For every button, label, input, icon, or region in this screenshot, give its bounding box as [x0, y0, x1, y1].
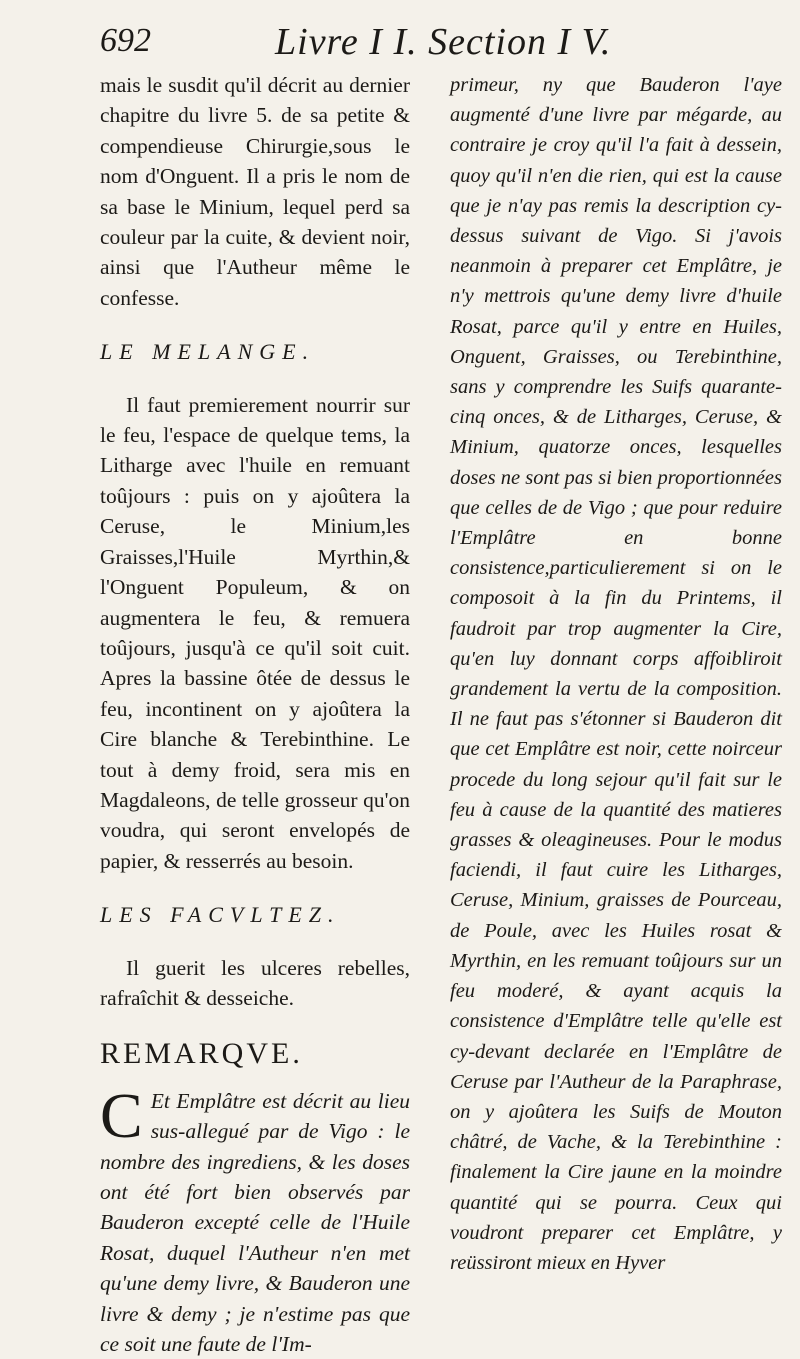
- drop-cap: C: [100, 1079, 143, 1151]
- melange-heading: LE MELANGE.: [100, 339, 316, 365]
- facultez-paragraph: Il guerit les ulceres rebelles, rafraîchit & desseiche.: [100, 955, 410, 1010]
- melange-paragraph: Il faut premierement nourrir sur le feu, l'espace de quelque tems, la Litharge avec l'huile en remuant toûjours : puis on y ajoûtera la Ceruse, le Minium,les Graisses,l'Huile Myrthin,& l'Onguent Populeum, & on augmentera le feu, & remuera toûjours, jusqu'à ce qu'il soit cuit. Apres la bassine ôtée de dessus le feu, incontinent on y ajoûtera la Cire blanche & Terebinthine. Le tout à demy froid, sera mis en Magdaleons, de telle grosseur qu'on voudra, qui seront envelopés de papier, & resserrés au besoin.: [100, 392, 410, 873]
- remarque-body: Et Emplâtre est décrit au lieu sus-allegué par de Vigo : le nombre des ingrediens, & les doses ont été fort bien observés par Bauderon excepté celle de l'Huile Rosat, duquel l'Autheur n'en met qu'une demy livre, & Bauderon une livre & demy ; je n'estime pas que ce soit une faute de l'Im-: [100, 1088, 410, 1357]
- right-column: [450, 70, 782, 1278]
- facultez-heading: LES FACVLTEZ.: [100, 902, 341, 928]
- remarque-paragraph: [100, 1079, 410, 1359]
- left-column: [100, 70, 410, 1359]
- right-column-text: primeur, ny que Bauderon l'aye augmenté d'une livre par mégarde, au contraire je croy qu'il l'a fait à dessein, quoy qu'il n'en die rien, qui est la cause que je n'ay pas remis la description cy-dessus suivant de Vigo. Si j'avois neanmoin à preparer cet Emplâtre, je n'y mettrois qu'une demy livre d'huile Rosat, parce qu'il y entre en Huiles, Onguent, Graisses, ou Terebinthine, sans y comprendre les Suifs quarante-cinq onces, & de Litharges, Ceruse, & Minium, quatorze onces, lesquelles doses ne sont pas si bien proportionnées que celles de de Vigo ; que pour reduire l'Emplâtre en bonne consistence,particulierement si on le composoit à la fin du Printems, il faudroit par trop augmenter la Cire, qu'en luy donnant corps affoibliroit grandement la vertu de la composition. Il ne faut pas s'étonner si Bauderon dit que cet Emplâtre est noir, cette noirceur procede du long sejour qu'il fait sur le feu à cause de la quantité des matieres grasses & oleagineuses. Pour le modus faciendi, il faut cuire les Litharges, Ceruse, Minium, graisses de Pourceau, de Poule, avec les Huiles rosat & Myrthin, en les remuant toûjours sur un feu moderé, & ayant acquis la consistence d'Emplâtre telle qu'elle est cy-devant declarée en l'Emplâtre de Ceruse par l'Autheur de la Paraphrase, on y ajoûtera les Suifs de Mouton châtré, de Vache, & la Terebinthine : finalement la Cire jaune en la moindre quantité qui se pourra. Ceux qui voudront preparer cet Emplâtre, y reüssiront mieux en Hyver: [450, 74, 782, 1274]
- remarque-heading: REMARQVE.: [100, 1037, 303, 1071]
- running-title: Livre I I. Section I V.: [275, 21, 612, 63]
- page-header: [100, 18, 760, 66]
- page-number: 692: [100, 22, 151, 59]
- intro-paragraph: mais le susdit qu'il décrit au dernier chapitre du livre 5. de sa petite & compendieuse Chirurgie,sous le nom d'Onguent. Il a pris le nom de sa base le Minium, lequel perd sa couleur par la cuite, & devient noir, ainsi que l'Autheur même le confesse.: [100, 73, 410, 310]
